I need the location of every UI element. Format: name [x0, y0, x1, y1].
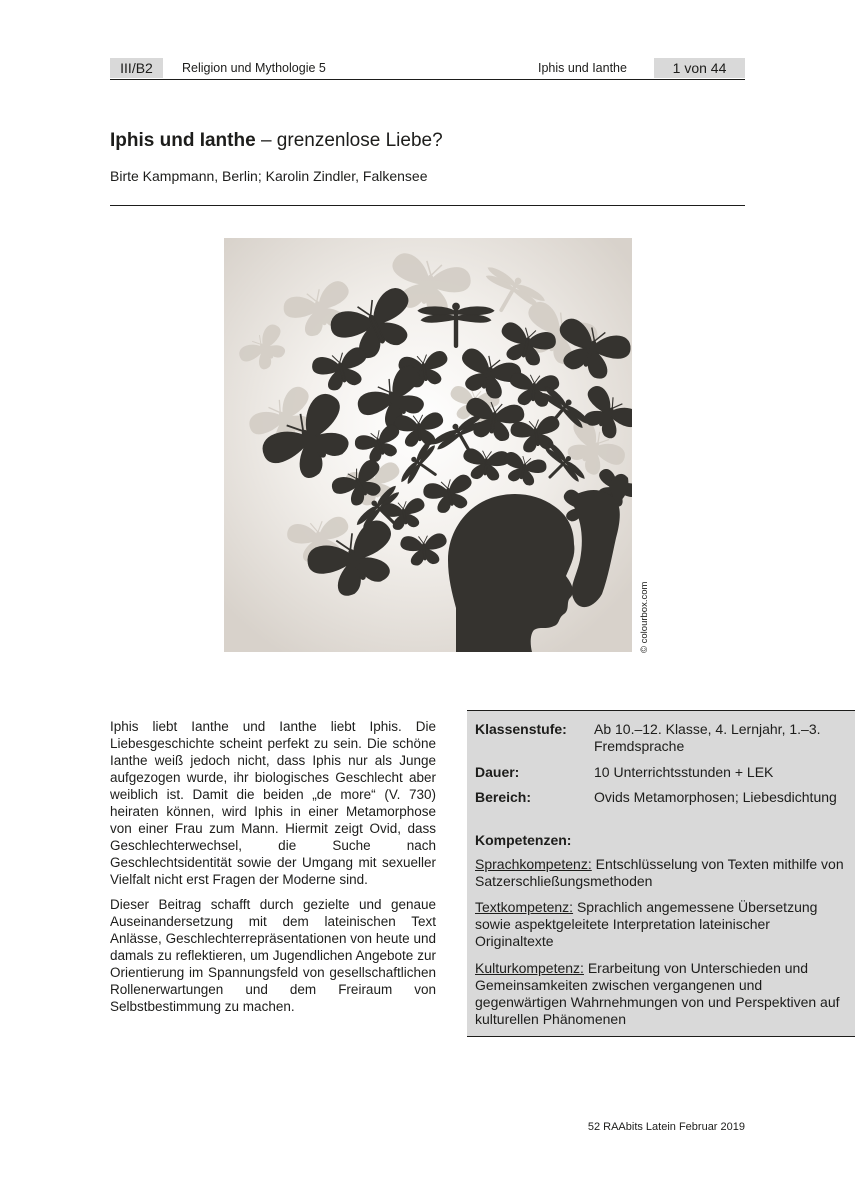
sprachkompetenz-value: Entschlüsselung von Texten mithilfe von Satzerschließungsmethoden: [475, 856, 844, 889]
intro-text: [110, 718, 436, 1023]
klassenstufe-label: Klassenstufe:: [475, 721, 567, 737]
kulturkompetenz-value: Erarbeitung von Unterschieden und Gemeinsamkeiten zwischen vergangenen und gegenwärtigen Wahrnehmungen von und Perspektiven auf kulturellen Phänomenen: [475, 960, 840, 1027]
page-number: 1 von 44: [654, 58, 745, 78]
textkompetenz-value: Sprachlich angemessene Übersetzung sowie aspektgeleitete Interpretation lateinischer Originaltexte: [475, 899, 818, 949]
butterflies-head-illustration: [224, 238, 632, 652]
dauer-value: 10 Unterrichtsstunden + LEK: [594, 764, 774, 780]
series-title: Religion und Mythologie 5: [182, 61, 326, 75]
title-subtitle: – grenzenlose Liebe?: [255, 130, 443, 151]
textkompetenz-label: Textkompetenz:: [475, 899, 574, 915]
page-footer: 52 RAAbits Latein Februar 2019: [587, 1121, 745, 1133]
authors: Birte Kampmann, Berlin; Karolin Zindler, Falkensee: [110, 168, 428, 184]
intro-paragraph-1: Iphis liebt Ianthe und Ianthe liebt Iphis. Die Liebesgeschichte scheint perfekt zu sein. Die schöne Ianthe weiß jedoch nicht, dass Iphis nur als Junge aufgezogen wurde, ihr biologisches Geschlecht aber weiblich ist. Damit die beiden „de more“ (V. 730) heiraten können, wird Iphis in einer Metamorphose von einer Frau zum Mann. Hiermit zeigt Ovid, dass Geschlechterwechsel, die Suche nach Geschlechtsidentität sowie der Umgang mit sexueller Vielfalt nicht erst Fragen der Moderne sind.: [110, 719, 436, 887]
page-header: [110, 58, 745, 80]
section-code: III/B2: [110, 58, 163, 78]
kompetenzen-heading: Kompetenzen:: [475, 832, 572, 848]
image-credit: © colourbox.com: [639, 581, 650, 653]
intro-paragraph-2: Dieser Beitrag schafft durch gezielte und genaue Auseinandersetzung mit dem lateinischen Text Anlässe, Geschlechterrepräsentationen von heute und damals zu reflektieren, um Jugendlichen Angebote zur Orientierung im Spannungsfeld von gesellschaftlichen Rollenerwartungen und dem Freiraum von Selbstbestimmung zu machen.: [110, 897, 436, 1014]
info-box: [467, 710, 855, 1037]
textkompetenz: [475, 899, 850, 950]
sprachkompetenz-label: Sprachkompetenz:: [475, 856, 592, 872]
sprachkompetenz: [475, 856, 850, 890]
bereich-value: Ovids Metamorphosen; Liebesdichtung: [594, 789, 837, 805]
klassenstufe-value: Ab 10.–12. Klasse, 4. Lernjahr, 1.–3. Fremdsprache: [594, 721, 821, 754]
kulturkompetenz-label: Kulturkompetenz:: [475, 960, 584, 976]
title-bold: Iphis und Ianthe: [110, 130, 256, 151]
kulturkompetenz: [475, 960, 850, 1028]
topic-title: Iphis und Ianthe: [538, 61, 627, 75]
bereich-label: Bereich:: [475, 789, 532, 805]
dauer-label: Dauer:: [475, 764, 520, 780]
divider: [110, 205, 745, 206]
article-title: [110, 128, 443, 154]
